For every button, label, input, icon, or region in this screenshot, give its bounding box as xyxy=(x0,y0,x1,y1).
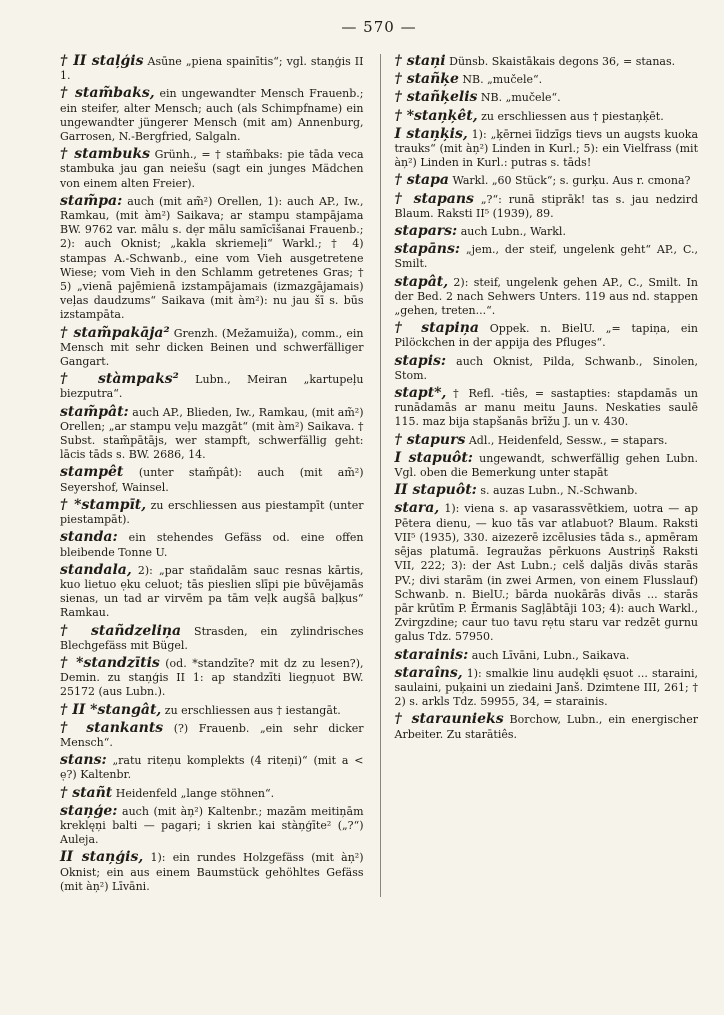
entry-headword: II stapuôt: xyxy=(394,482,477,499)
dictionary-entry xyxy=(395,192,699,221)
right-column xyxy=(380,54,699,897)
entry-headword: standa: xyxy=(60,529,118,546)
entry-definition: NB. „mučele“. xyxy=(458,73,543,87)
entry-headword: stapāns: xyxy=(394,241,461,258)
entry-definition: auch (mit am̃²) Orellen, 1): auch AP., Iw., Ramkau, (mit àm²) Saikava; ar stampu stampājama BW. 9762 var. mālu s. dẹr mālu samīcīšanai Frauenb.; 2): auch Oknist; „kakla skriemeļi“ Warkl.; † 4) stampas A.-Schwanb., eine vom Vieh ausgetretene Wiese; vom Vieh in den Schlamm getretenes Gras; † 5) „vienā pajēmienā izstampājamais (izmazgājamais) veļas daudzums“ Saikava (mit àm²): nu jau šī s. būs izstampāta. xyxy=(60,194,364,322)
page-number: — 570 — xyxy=(341,18,417,36)
dictionary-entry xyxy=(60,54,364,83)
entry-definition: auch Līvāni, Lubn., Saikava. xyxy=(468,648,630,662)
entry-headword: † stàmpaks² xyxy=(60,371,179,388)
entry-headword: † staraunieks xyxy=(394,711,504,728)
entry-definition: Strasden, ein zylindrisches Blechgefäss mit Bügel. xyxy=(60,624,364,652)
entry-definition: NB. „mučele“. xyxy=(477,91,561,105)
dictionary-entry xyxy=(395,354,699,383)
entry-definition: Grünh., = † stam̃baks: pie tāda veca stambuka jau gan neiešu (sagt ein junges Mädchen von einem alten Freier). xyxy=(60,148,364,190)
entry-definition: Lubn., Meiran „kartupeļu biezputra“. xyxy=(60,373,364,401)
entry-headword: II staņģis, xyxy=(60,849,144,866)
entry-headword: starainis: xyxy=(394,646,469,663)
dictionary-entry xyxy=(60,703,364,718)
entry-definition: zu erschliessen aus † piestaņķēt. xyxy=(477,109,664,123)
dictionary-entry xyxy=(60,326,364,370)
entry-definition: Dünsb. Skaistākais degons 36, = stanas. xyxy=(445,55,676,68)
entry-definition: „ratu riteņu komplekts (4 riteņi)“ (mit a < ẹ?) Kaltenbr. xyxy=(60,754,364,782)
entry-definition: (unter stam̃pât): auch (mit am̃²) Seyershof, Wainsel. xyxy=(60,466,364,494)
dictionary-entry xyxy=(60,498,364,527)
entry-definition: auch Lubn., Warkl. xyxy=(457,225,566,239)
entry-definition: 1): smalkie linu audękli ęsuot ... staraini, saulaini, puķaini un ziedaini Janš. Dzimtene III, 261; † 2) s. arkls Tdz. 59955, 34, = starainis. xyxy=(394,666,698,709)
entry-headword: standala, xyxy=(60,561,132,578)
dictionary-entry xyxy=(60,563,364,621)
entry-definition: ein stehendes Gefäss od. eine offen bleibende Tonne U. xyxy=(60,531,364,559)
dictionary-entry xyxy=(60,530,364,559)
columns xyxy=(60,54,698,897)
entry-headword: † *standzītis xyxy=(60,654,160,671)
dictionary-entry xyxy=(395,648,699,663)
entry-definition: ungewandt, schwerfällig gehen Lubn. Vgl. oben die Bemerkung unter stapāt xyxy=(394,451,698,480)
dictionary-entry xyxy=(60,405,364,463)
entry-headword: stapt*, xyxy=(394,385,447,402)
dictionary-entry xyxy=(395,54,699,69)
entry-definition: ein ungewandter Mensch Frauenb.; ein steifer, alter Mensch; auch (als Schimpfname) ein ungewandter jüngerer Mensch (mit am) Annenburg, Garrosen, N.-Bergfried, Salgaln. xyxy=(60,87,364,144)
entry-definition: 1): viena s. ap vasarassvētkiem, uotra — ap Pētera dienu, — kuo tās var atlabuot? Blaum. Raksti VII⁵ (1935), 330. aizezerē izcēlusies tāda s., apmēram sējas platumā. Iegraužas pērkuons Austriņš Raksti VII, 222; 3): der Ast Lubn.; celš daljās divās starās PV.; divi starām (in zwei Armen, von einem Flusslauf) Schwanb. n. BielU.; bārda nuokārās divās ... starās pār krūtīm P. Ērmanis Sagļābtāji 103; 4): auch Warkl., Zvirgzdine; caur tuo tavu rẹtu staru var redzēt gurnu galus Tdz. 57950. xyxy=(394,502,698,644)
dictionary-entry xyxy=(395,109,699,124)
entry-headword: I stapuôt: xyxy=(394,449,473,466)
entry-definition: Heidenfeld „lange stöhnen“. xyxy=(112,786,275,800)
entry-definition: Warkl. „60 Stück“; s. gurķu. Aus r. cmona? xyxy=(448,174,691,188)
entry-definition: s. auzas Lubn., N.-Schwanb. xyxy=(476,484,638,498)
dictionary-entry xyxy=(395,173,699,188)
entry-definition: „?“: runā stiprāk! tas s. jau nedzird Blaum. Raksti II⁵ (1939), 89. xyxy=(394,192,698,220)
entry-definition: „jem., der steif, ungelenk geht“ AP., C., Smilt. xyxy=(394,243,698,271)
entry-headword: † *staņķêt, xyxy=(394,107,478,124)
dictionary-entry xyxy=(395,501,699,644)
entry-headword: I staņķis, xyxy=(394,125,468,142)
entry-headword: staņģe: xyxy=(60,802,118,819)
left-column xyxy=(60,54,364,897)
dictionary-entry xyxy=(395,451,699,480)
entry-definition: (?) Frauenb. „ein sehr dicker Mensch“. xyxy=(60,721,364,749)
entry-headword: staraîns, xyxy=(394,664,463,681)
entry-headword: † stam̃pakāja² xyxy=(60,324,170,341)
dictionary-entry xyxy=(60,721,364,750)
entry-definition: † Refl. -tiês, = sastapties: stapdamās un runādamās ar manu meitu Jauns. Neskaties saulē 115. maz bija stapšanās brīžu J. un v. 430. xyxy=(394,387,698,429)
entry-definition: zu erschliessen aus piestampīt (unter piestampāt). xyxy=(60,498,364,527)
dictionary-entry xyxy=(60,656,364,700)
entry-definition: Oppek. n. BielU. „= tapiņa, ein Pilöckchen in der appija des Pfluges“. xyxy=(394,322,698,350)
entry-headword: † stapans xyxy=(394,190,474,207)
entry-headword: † stapurs xyxy=(394,431,466,448)
entry-definition: Adl., Heidenfeld, Sessw., = stapars. xyxy=(465,433,668,447)
entry-definition: 2): „par stañdalām sauc resnas kārtis, kuo lietuo ẹku celuot; tās pieslien slīpi pie būvējamās sienas, un tad ar virvēm pa tām veļk augšā baļķus“ Ramkau. xyxy=(60,563,364,620)
dictionary-entry xyxy=(60,147,364,191)
dictionary-entry xyxy=(395,127,699,171)
entry-headword: † stam̃baks, xyxy=(60,85,155,102)
entry-headword: † stañt xyxy=(60,784,113,801)
entry-definition: auch AP., Blieden, Iw., Ramkau, (mit am̃²) Orellen; „ar stampu veļu mazgāt“ (mit àm²) Saikava. † Subst. stam̃pātājs, wer stampft, schwerfällig geht: lācis tāds s. BW. 2686, 14. xyxy=(60,405,364,462)
entry-definition: zu erschliessen aus † iestangāt. xyxy=(161,703,341,717)
entry-headword: † II *stangât, xyxy=(60,701,162,718)
entry-headword: stans: xyxy=(60,752,107,769)
entry-headword: † stañķelis xyxy=(394,89,478,106)
entry-headword: † II staļģis xyxy=(60,53,144,69)
entry-headword: stampêt xyxy=(60,464,124,481)
dictionary-entry xyxy=(60,786,364,801)
entry-headword: stapât, xyxy=(394,273,449,290)
entry-definition: 1): ein rundes Holzgefäss (mit àņ²) Oknist; ein aus einem Baumstück gehöhltes Gefäss (mit àņ²) Līvāni. xyxy=(60,851,364,893)
entry-definition: auch (mit àņ²) Kaltenbr.; mazām meitiņām kreklęņi balti — pagaŗi; i skrien kai stàņģīte² („?“) Auleja. xyxy=(60,804,364,847)
dictionary-entry xyxy=(60,86,364,144)
entry-definition: Grenzh. (Mežamuiža), comm., ein Mensch mit sehr dicken Beinen und schwerfälliger Gangart. xyxy=(60,326,364,369)
dictionary-entry xyxy=(395,275,699,319)
entry-headword: † stankants xyxy=(60,719,164,736)
dictionary-entry xyxy=(60,624,364,653)
dictionary-entry xyxy=(395,90,699,105)
dictionary-entry xyxy=(395,321,699,350)
entry-headword: † stapiņa xyxy=(394,320,479,337)
dictionary-entry xyxy=(60,465,364,494)
dictionary-entry xyxy=(60,372,364,401)
entry-headword: stara, xyxy=(394,500,440,517)
dictionary-entry xyxy=(60,194,364,323)
entry-definition: 2): steif, ungelenk gehen AP., C., Smilt. In der Bed. 2 nach Sehwers Unters. 119 aus nd. stappen „gehen, treten...“. xyxy=(394,275,698,318)
dictionary-entry xyxy=(395,386,699,430)
entry-headword: stam̃pa: xyxy=(60,192,123,209)
dictionary-entry xyxy=(395,242,699,271)
dictionary-entry xyxy=(60,753,364,782)
entry-headword: stapars: xyxy=(394,223,458,240)
dictionary-entry xyxy=(395,483,699,498)
entry-definition: 1): „ķērnei īidzīgs tievs un augsts kuoka trauks“ (mit àņ²) Linden in Kurl.; 5): ein Vielfrass (mit àņ²) Linden in Kurl.: putras s. tāds! xyxy=(394,127,699,170)
entry-headword: † staņi xyxy=(394,53,446,69)
entry-definition: (od. *standzīte? mit dz zu lesen?), Demin. zu staņģis II 1: ap standzīti liegņuot BW. 25172 (aus Lubn.). xyxy=(60,656,364,699)
entry-definition: auch Oknist, Pilda, Schwanb., Sinolen, Stom. xyxy=(394,354,698,382)
dictionary-entry xyxy=(60,804,364,848)
entry-headword: † stañķe xyxy=(394,71,459,88)
dictionary-entry xyxy=(395,433,699,448)
dictionary-entry xyxy=(395,712,699,741)
entry-headword: † stapa xyxy=(394,172,449,189)
entry-headword: † stañdzeliņa xyxy=(60,622,182,639)
entry-headword: † *stampīt, xyxy=(60,496,147,513)
dictionary-entry xyxy=(60,850,364,894)
entry-definition: Borchow, Lubn., ein energischer Arbeiter. Zu starātiês. xyxy=(394,713,698,741)
entry-headword: † stambuks xyxy=(60,146,151,163)
entry-headword: stam̃pât: xyxy=(60,403,129,420)
entry-definition: Asūne „piena spainītis“; vgl. staņģis II 1. xyxy=(60,55,364,83)
dictionary-entry xyxy=(395,72,699,87)
dictionary-entry xyxy=(395,224,699,239)
dictionary-entry xyxy=(395,666,699,710)
entry-headword: stapis: xyxy=(394,352,447,369)
